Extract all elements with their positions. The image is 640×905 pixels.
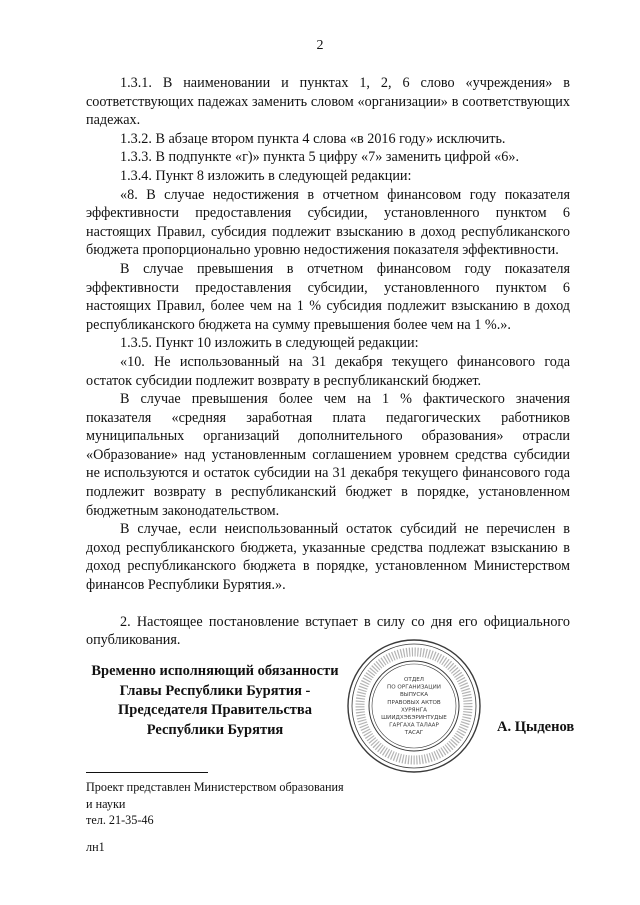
seal-text-line: ВЫПУСКА [399,692,429,699]
signatory-title-line: Республики Бурятия [146,721,284,738]
paragraph-item-8: «8. В случае недостижения в отчетном финансовом году показателя эффективности предоставления субсидии, установленного пунктом 6 настоящих Правил, субсидия подлежит взысканию в доход республиканского бюджета пропорционально уровню недостижения показателя эффективности. [86,186,570,259]
paragraph-item-10-excess: В случае превышения более чем на 1 % фактического значения показателя «средняя заработная плата педагогических работников муниципальных организаций дополнительного образования» отрасли «Образование» над установленным соглашением уровнем средства субсидии не используются и остаток субсидии на 31 декабря текущего финансового года подлежит возврату в республиканский бюджет в порядке, установленном бюджетным законодательством. [86,391,570,519]
paragraph-item-10: «10. Не использованный на 31 декабря текущего финансового года остаток субсидии подлежит возврату в республиканский бюджет. [86,353,570,389]
footnote-divider [86,772,208,773]
seal-text-line: ТАСАГ [404,730,424,737]
seal-text-line: ШИИДХЭБЭРИНТУДЫЕ [381,715,447,721]
paragraph-1-3-2: 1.3.2. В абзаце втором пункта 4 слова «в 2016 году» исключить. [120,130,506,147]
paragraph-item-8-excess: В случае превышения в отчетном финансовом году показателя эффективности предоставления субсидии, установленного пунктом 6 настоящих Правил, более чем на 1 % субсидия подлежит взысканию в доход республиканского бюджета на сумму превышения более чем на 1 %.». [86,260,570,333]
paragraph-1-3-1: 1.3.1. В наименовании и пунктах 1, 2, 6 слово «учреждения» в соответствующих падежах заменить словом «организации» в соответствующих падежах. [86,75,570,129]
signatory-title-line: Председателя Правительства [118,702,312,718]
page-number: 2 [316,38,324,53]
paragraph-item-10-unused: В случае, если неиспользованный остаток субсидий не перечислен в доход республиканского бюджета, указанные средства подлежат взысканию в доход республиканского бюджета в порядке, установленном Министерством финансов Республики Бурятия.». [86,521,570,594]
footnote [86,779,406,855]
paragraph-1-3-4: 1.3.4. Пункт 8 изложить в следующей редакции: [120,167,412,184]
signatory-title [80,662,350,740]
seal-text-line: ГАРГАХА ТАЛААР [389,722,439,729]
signatory-name: А. Цыденов [497,719,575,735]
signatory-title-line: Временно исполняющий обязанности [91,663,339,679]
document-body [86,74,570,650]
paragraph-1-3-3: 1.3.3. В подпункте «г)» пункта 5 цифру «7» заменить цифрой «6». [120,149,519,166]
seal-text-line: ПРАВОВЫХ АКТОВ [387,699,441,706]
footnote-line: Проект представлен Министерством образования [86,780,344,794]
signatory-title-line: Главы Республики Бурятия - [119,682,311,699]
seal-text-line: ПО ОРГАНИЗАЦИИ [387,684,441,691]
seal-text-line: ОТДЕЛ [404,677,424,683]
footnote-line: тел. 21-35-46 [86,813,154,827]
seal-text-line: ХУРЯНГА [401,707,427,714]
official-seal [345,637,483,775]
paragraph-effective-date: 2. Настоящее постановление вступает в силу со дня его официального опубликования. [86,613,570,649]
footnote-line: и науки [86,796,126,811]
paragraph-1-3-5: 1.3.5. Пункт 10 изложить в следующей редакции: [120,335,419,352]
document-id: лн1 [86,839,105,854]
